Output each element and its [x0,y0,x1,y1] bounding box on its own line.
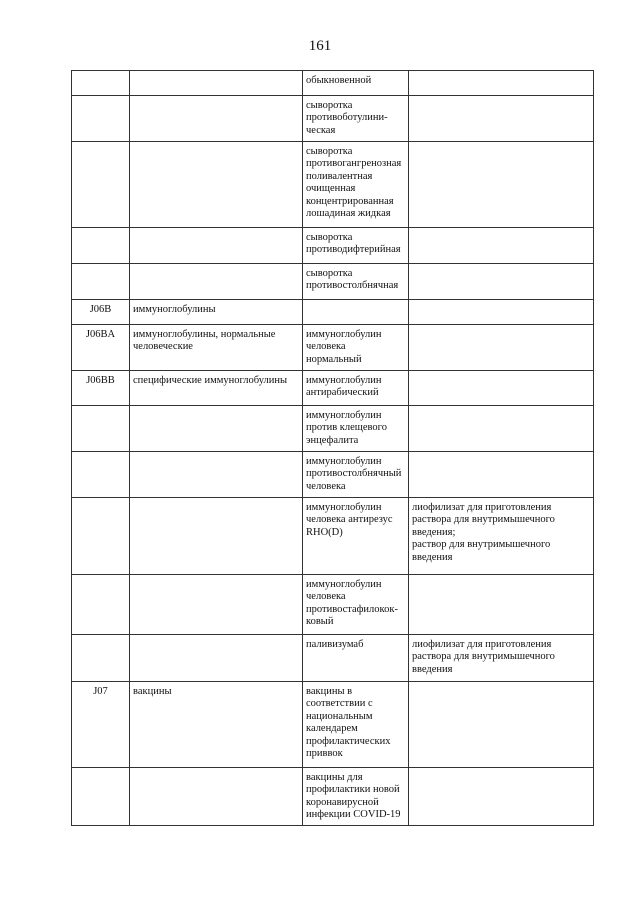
table-body [72,71,594,826]
drug-name-cell: иммуноглобулин противостолбнячный человека [303,452,409,498]
atc-code-cell [72,768,130,826]
drug-name-cell: сыворотка противодифтерийная [303,228,409,264]
atc-code-cell [72,96,130,142]
pharmacological-group-cell [130,264,303,300]
table-row [72,264,594,300]
dosage-form-cell [409,71,594,96]
table-row [72,142,594,228]
dosage-form-cell [409,228,594,264]
table-row [72,96,594,142]
table-row [72,325,594,371]
atc-code-cell [72,264,130,300]
dosage-form-cell [409,142,594,228]
page-number: 161 [308,38,332,54]
drug-name-cell: сыворотка противостолбнячная [303,264,409,300]
dosage-form-cell: лиофилизат для приготовления раствора для внутримышечного введения [409,635,594,682]
drug-name-cell: иммуноглобулин человека антирезус RHO(D) [303,498,409,575]
pharmacological-group-cell [130,768,303,826]
drug-name-cell: вакцины в соответствии с национальным календарем профилактических приввок [303,682,409,768]
pharmacological-group-cell: вакцины [130,682,303,768]
drug-name-cell: паливизумаб [303,635,409,682]
atc-code-cell [72,406,130,452]
dosage-form-cell [409,325,594,371]
pharmacological-group-cell [130,71,303,96]
pharmacological-group-cell: иммуноглобулины [130,300,303,325]
pharmacological-group-cell [130,142,303,228]
table-row [72,300,594,325]
atc-code-cell [72,635,130,682]
drug-name-cell [303,300,409,325]
atc-code-cell [72,498,130,575]
table-row [72,452,594,498]
dosage-form-cell: лиофилизат для приготовления раствора для внутримышечного введения; раствор для внутримышечного введения [409,498,594,575]
table-row [72,768,594,826]
table-row [72,575,594,635]
pharmacological-group-cell [130,406,303,452]
drug-name-cell: иммуноглобулин человека противостафилокок- ковый [303,575,409,635]
dosage-form-cell [409,452,594,498]
atc-code-cell [72,575,130,635]
pharmacological-group-cell [130,498,303,575]
drug-name-cell: иммуноглобулин против клещевого энцефалита [303,406,409,452]
atc-code-cell [72,452,130,498]
pharmacological-group-cell: иммуноглобулины, нормальные человеческие [130,325,303,371]
pharmacological-group-cell: специфические иммуноглобулины [130,371,303,406]
table-row [72,498,594,575]
atc-code-cell: J06BA [72,325,130,371]
atc-code-cell [72,228,130,264]
dosage-form-cell [409,371,594,406]
dosage-form-cell [409,300,594,325]
drug-name-cell: иммуноглобулин человека нормальный [303,325,409,371]
table-row [72,71,594,96]
drug-classification-table [71,70,594,826]
drug-name-cell: вакцины для профилактики новой коронавирусной инфекции COVID-19 [303,768,409,826]
atc-code-cell: J06BB [72,371,130,406]
pharmacological-group-cell [130,635,303,682]
atc-code-cell [72,71,130,96]
drug-name-cell: сыворотка противоботулини- ческая [303,96,409,142]
atc-code-cell: J06B [72,300,130,325]
atc-code-cell: J07 [72,682,130,768]
pharmacological-group-cell [130,228,303,264]
pharmacological-group-cell [130,575,303,635]
dosage-form-cell [409,96,594,142]
table-row [72,635,594,682]
dosage-form-cell [409,575,594,635]
dosage-form-cell [409,264,594,300]
drug-name-cell: иммуноглобулин антирабический [303,371,409,406]
dosage-form-cell [409,768,594,826]
drug-name-cell: обыкновенной [303,71,409,96]
table-row [72,406,594,452]
pharmacological-group-cell [130,452,303,498]
table-row [72,682,594,768]
drug-name-cell: сыворотка противогангренозная поливалентная очищенная концентрированная лошадиная жидкая [303,142,409,228]
dosage-form-cell [409,406,594,452]
table-row [72,371,594,406]
table-row [72,228,594,264]
atc-code-cell [72,142,130,228]
dosage-form-cell [409,682,594,768]
pharmacological-group-cell [130,96,303,142]
